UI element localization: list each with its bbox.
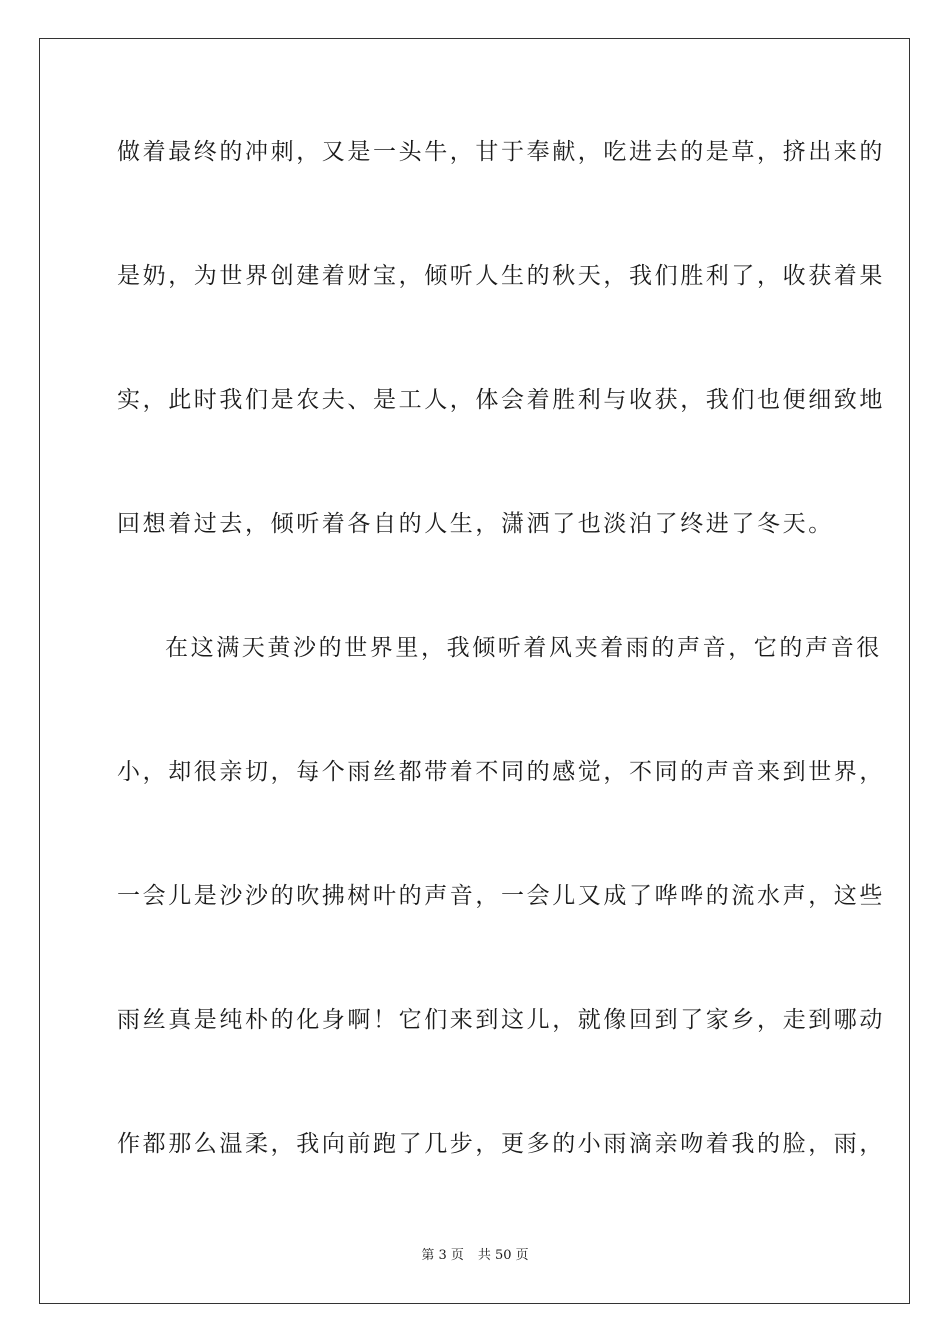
text-line: 实，此时我们是农夫、是工人，体会着胜利与收获，我们也便细致地: [117, 387, 885, 413]
text-line: 小，却很亲切，每个雨丝都带着不同的感觉，不同的声音来到世界，: [117, 759, 885, 785]
page-number: 第 3 页: [421, 1248, 464, 1263]
text-line: 做着最终的冲刺，又是一头牛，甘于奉献，吃进去的是草，挤出来的: [117, 139, 885, 165]
paragraph-first-line: 在这满天黄沙的世界里，我倾听着风夹着雨的声音，它的声音很: [165, 635, 882, 661]
page-footer: [0, 1247, 950, 1265]
text-line: 作都那么温柔，我向前跑了几步，更多的小雨滴亲吻着我的脸，雨，: [117, 1131, 885, 1157]
text-line: 雨丝真是纯朴的化身啊！它们来到这儿，就像回到了家乡，走到哪动: [117, 1007, 885, 1033]
text-line: 回想着过去，倾听着各自的人生，潇洒了也淡泊了终进了冬天。: [117, 511, 834, 537]
total-pages: 共 50 页: [477, 1248, 529, 1263]
text-line: 是奶，为世界创建着财宝，倾听人生的秋天，我们胜利了，收获着果: [117, 263, 885, 289]
page-frame: [39, 38, 910, 1304]
text-line: 一会儿是沙沙的吹拂树叶的声音，一会儿又成了哗哗的流水声，这些: [117, 883, 885, 909]
